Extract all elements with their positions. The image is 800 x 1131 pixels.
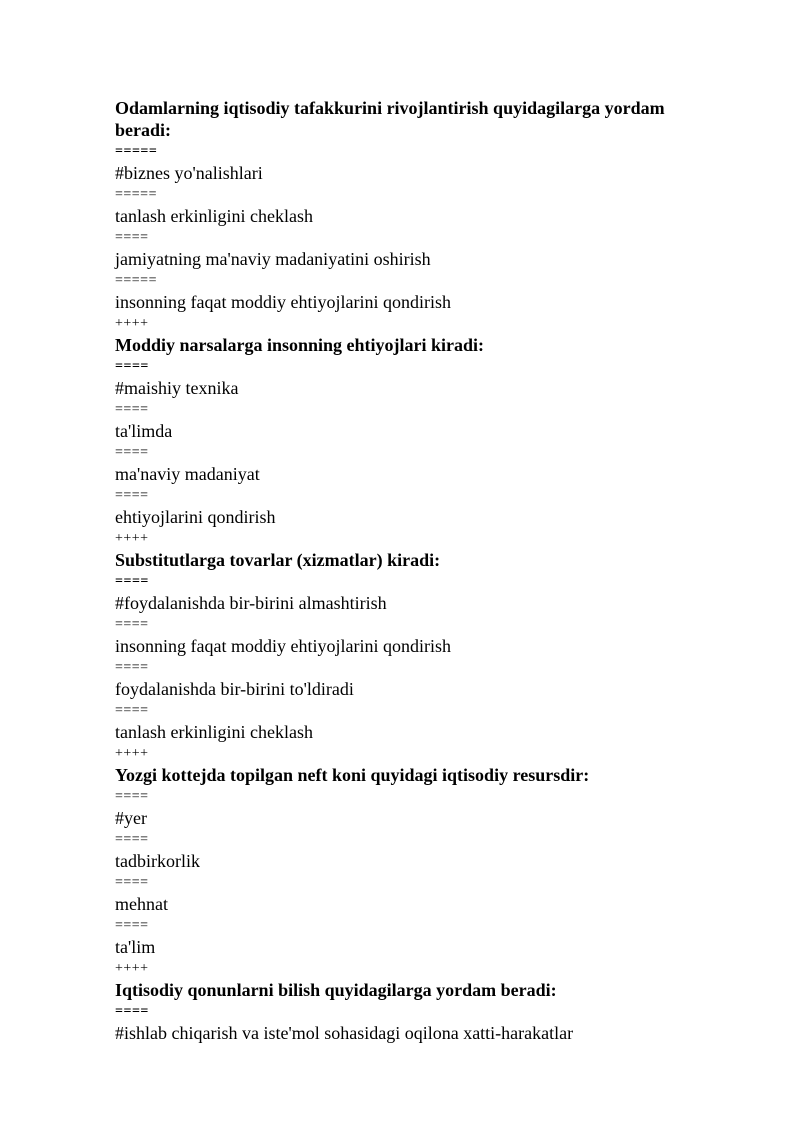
- question-title: Yozgi kottejda topilgan neft koni quyidagi iqtisodiy resursdir:: [115, 765, 590, 785]
- answer-option: insonning faqat moddiy ehtiyojlarini qondirish: [115, 292, 451, 312]
- separator: ====: [115, 1004, 149, 1019]
- question-end-marker: ++++: [115, 961, 149, 976]
- question-title: Substitutlarga tovarlar (xizmatlar) kiradi:: [115, 550, 441, 570]
- separator: =====: [115, 144, 158, 159]
- answer-option: #ishlab chiqarish va iste'mol sohasidagi oqilona xatti-harakatlar: [115, 1023, 574, 1043]
- answer-option: mehnat: [115, 894, 168, 914]
- answer-option: #biznes yo'nalishlari: [115, 163, 263, 183]
- separator: ====: [115, 617, 149, 632]
- separator: ====: [115, 488, 149, 503]
- question-end-marker: ++++: [115, 746, 149, 761]
- question-title: Moddiy narsalarga insonning ehtiyojlari kiradi:: [115, 335, 485, 355]
- separator: ====: [115, 574, 149, 589]
- answer-option: ma'naviy madaniyat: [115, 464, 260, 484]
- document-page: [115, 97, 715, 1044]
- separator: ====: [115, 402, 149, 417]
- answer-option: tadbirkorlik: [115, 851, 200, 871]
- answer-option: ta'lim: [115, 937, 156, 957]
- question-title: Iqtisodiy qonunlarni bilish quyidagilarga yordam beradi:: [115, 980, 557, 1000]
- separator: ====: [115, 875, 149, 890]
- answer-option: jamiyatning ma'naviy madaniyatini oshirish: [115, 249, 431, 269]
- separator: ====: [115, 918, 149, 933]
- separator: ====: [115, 789, 149, 804]
- separator: ====: [115, 660, 149, 675]
- separator: =====: [115, 187, 157, 202]
- separator: ====: [115, 230, 149, 245]
- separator: ====: [115, 703, 149, 718]
- answer-option: tanlash erkinligini cheklash: [115, 206, 313, 226]
- answer-option: #maishiy texnika: [115, 378, 239, 398]
- answer-option: insonning faqat moddiy ehtiyojlarini qondirish: [115, 636, 451, 656]
- answer-option: foydalanishda bir-birini to'ldiradi: [115, 679, 354, 699]
- question-title: Odamlarning iqtisodiy tafakkurini rivojlantirish quyidagilarga yordam beradi:: [115, 98, 665, 140]
- separator: ====: [115, 832, 149, 847]
- answer-option: ehtiyojlarini qondirish: [115, 507, 276, 527]
- separator: =====: [115, 273, 157, 288]
- question-end-marker: ++++: [115, 316, 149, 331]
- answer-option: #yer: [115, 808, 147, 828]
- answer-option: ta'limda: [115, 421, 173, 441]
- separator: ====: [115, 445, 149, 460]
- answer-option: tanlash erkinligini cheklash: [115, 722, 313, 742]
- separator: ====: [115, 359, 149, 374]
- question-end-marker: ++++: [115, 531, 149, 546]
- answer-option: #foydalanishda bir-birini almashtirish: [115, 593, 387, 613]
